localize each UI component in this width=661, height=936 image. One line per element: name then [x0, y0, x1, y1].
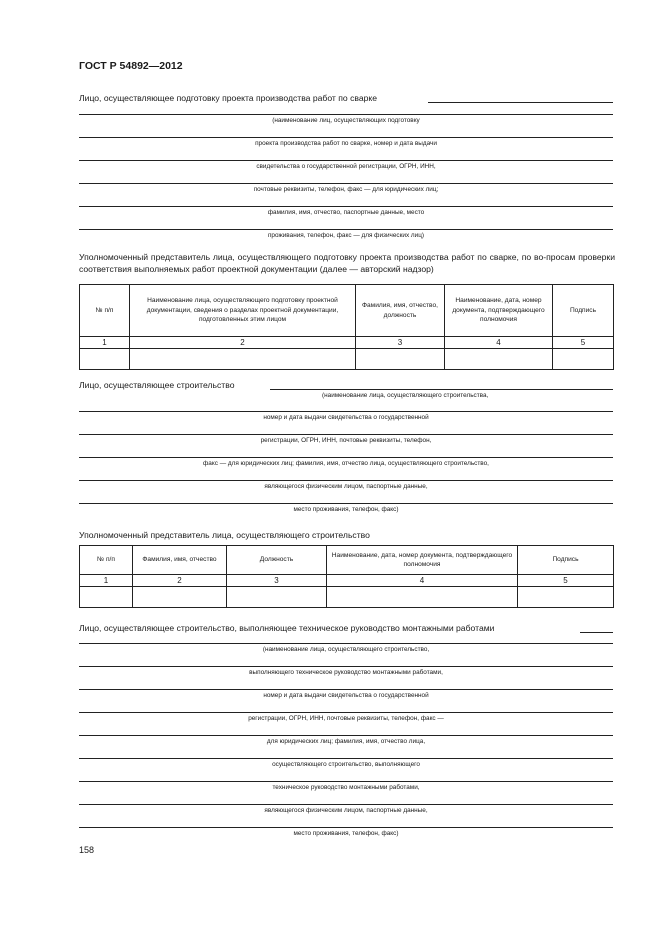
fill-line[interactable]: [79, 781, 613, 782]
fill-line[interactable]: [79, 735, 613, 736]
field-caption: номер и дата выдачи свидетельства о государственной: [263, 414, 429, 421]
builder-representative-table: [79, 545, 614, 608]
entry-cell[interactable]: [227, 587, 327, 608]
installation-manager-label: Лицо, осуществляющее строительство, выполняющее техническое руководство монтажными работами: [79, 623, 495, 633]
builder-label: Лицо, осуществляющее строительство: [79, 380, 235, 390]
fill-line[interactable]: [79, 160, 613, 161]
fill-line[interactable]: [79, 411, 613, 412]
column-number: 5: [518, 575, 614, 587]
field-caption: (наименование лиц, осуществляющих подготовку: [272, 117, 420, 124]
column-header: Подпись: [518, 546, 614, 575]
column-number-row: [80, 337, 614, 349]
column-number: 2: [130, 337, 356, 349]
field-caption: фамилия, имя, отчество, паспортные данные, место: [267, 209, 425, 216]
entry-cell[interactable]: [133, 587, 227, 608]
fill-line[interactable]: [79, 666, 613, 667]
field-caption: являющегося физическим лицом, паспортные данные,: [264, 483, 428, 490]
column-header: Фамилия, имя, отчество, должность: [356, 285, 445, 337]
field-caption: (наименование лица, осуществляющего строительства,: [322, 392, 489, 399]
column-number: 1: [80, 575, 133, 587]
empty-entry-row: [80, 349, 614, 370]
column-number: 3: [356, 337, 445, 349]
field-caption: номер и дата выдачи свидетельства о государственной: [263, 692, 429, 699]
entry-cell[interactable]: [80, 587, 133, 608]
builder-representative-paragraph: Уполномоченный представитель лица, осуществляющего строительство: [79, 530, 370, 540]
field-caption: выполняющего техническое руководство монтажными работами,: [249, 669, 443, 676]
fill-line[interactable]: [79, 457, 613, 458]
column-header: Подпись: [553, 285, 614, 337]
welding-project-preparer-field[interactable]: [428, 102, 613, 103]
column-number-row: [80, 575, 614, 587]
field-caption: место проживания, телефон, факс): [293, 830, 399, 837]
empty-entry-row: [80, 587, 614, 608]
fill-line[interactable]: [79, 183, 613, 184]
entry-cell[interactable]: [80, 349, 130, 370]
column-header: № п/п: [80, 546, 133, 575]
column-number: 1: [80, 337, 130, 349]
column-number: 5: [553, 337, 614, 349]
field-caption: проживания, телефон, факс — для физических лиц): [267, 232, 425, 239]
column-number: 3: [227, 575, 327, 587]
entry-cell[interactable]: [327, 587, 518, 608]
table-header-row: [80, 546, 614, 575]
field-caption: (наименование лица, осуществляющего строительство,: [262, 646, 430, 653]
column-header: Должность: [227, 546, 327, 575]
fill-line[interactable]: [79, 206, 613, 207]
table-header-row: [80, 285, 614, 337]
fill-line[interactable]: [79, 804, 613, 805]
column-header: Наименование лица, осуществляющего подготовку проектной документации, сведения о разделах проектной документации, подготовленных этим лицом: [130, 285, 356, 337]
fill-line[interactable]: [79, 114, 613, 115]
fill-line[interactable]: [79, 434, 613, 435]
fill-line[interactable]: [79, 229, 613, 230]
entry-cell[interactable]: [518, 587, 614, 608]
fill-line[interactable]: [79, 643, 613, 644]
column-header: № п/п: [80, 285, 130, 337]
column-header: Наименование, дата, номер документа, подтверждающего полномочия: [327, 546, 518, 575]
field-caption: место проживания, телефон, факс): [293, 506, 399, 513]
fill-line[interactable]: [79, 480, 613, 481]
entry-cell[interactable]: [356, 349, 445, 370]
welding-project-preparer-label: Лицо, осуществляющее подготовку проекта производства работ по сварке: [79, 93, 378, 103]
column-number: 4: [327, 575, 518, 587]
column-header: Наименование, дата, номер документа, подтверждающего полномочия: [445, 285, 553, 337]
fill-line[interactable]: [79, 503, 613, 504]
column-number: 2: [133, 575, 227, 587]
field-caption: почтовые реквизиты, телефон, факс — для юридических лиц;: [253, 186, 439, 193]
column-number: 4: [445, 337, 553, 349]
installation-manager-field[interactable]: [580, 632, 613, 633]
fill-line[interactable]: [79, 712, 613, 713]
field-caption: свидетельства о государственной регистрации, ОГРН, ИНН,: [256, 163, 436, 170]
builder-field[interactable]: [270, 389, 613, 390]
page-number: 158: [79, 845, 95, 855]
document-header: ГОСТ Р 54892—2012: [79, 60, 183, 72]
field-caption: являющегося физическим лицом, паспортные данные,: [264, 807, 428, 814]
entry-cell[interactable]: [553, 349, 614, 370]
author-supervision-paragraph: Уполномоченный представитель лица, осуществляющего подготовку проекта производства работ по сварке, по во-просам проверки соответствия выполняемых работ проектной документации (далее — авторский надзор): [79, 252, 615, 274]
entry-cell[interactable]: [130, 349, 356, 370]
field-caption: факс — для юридических лиц; фамилия, имя, отчество лица, осуществляющего строительство,: [203, 460, 489, 467]
fill-line[interactable]: [79, 758, 613, 759]
field-caption: техническое руководство монтажными работами,: [272, 784, 420, 791]
author-supervision-table: [79, 284, 614, 370]
field-caption: регистрации, ОГРН, ИНН, почтовые реквизиты, телефон, факс —: [248, 715, 444, 722]
fill-line[interactable]: [79, 689, 613, 690]
fill-line[interactable]: [79, 827, 613, 828]
entry-cell[interactable]: [445, 349, 553, 370]
field-caption: для юридических лиц; фамилия, имя, отчество лица,: [266, 738, 426, 745]
column-header: Фамилия, имя, отчество: [133, 546, 227, 575]
fill-line[interactable]: [79, 137, 613, 138]
field-caption: проекта производства работ по сварке, номер и дата выдачи: [255, 140, 437, 147]
field-caption: регистрации, ОГРН, ИНН, почтовые реквизиты, телефон,: [260, 437, 432, 444]
field-caption: осуществляющего строительство, выполняющего: [272, 761, 420, 768]
